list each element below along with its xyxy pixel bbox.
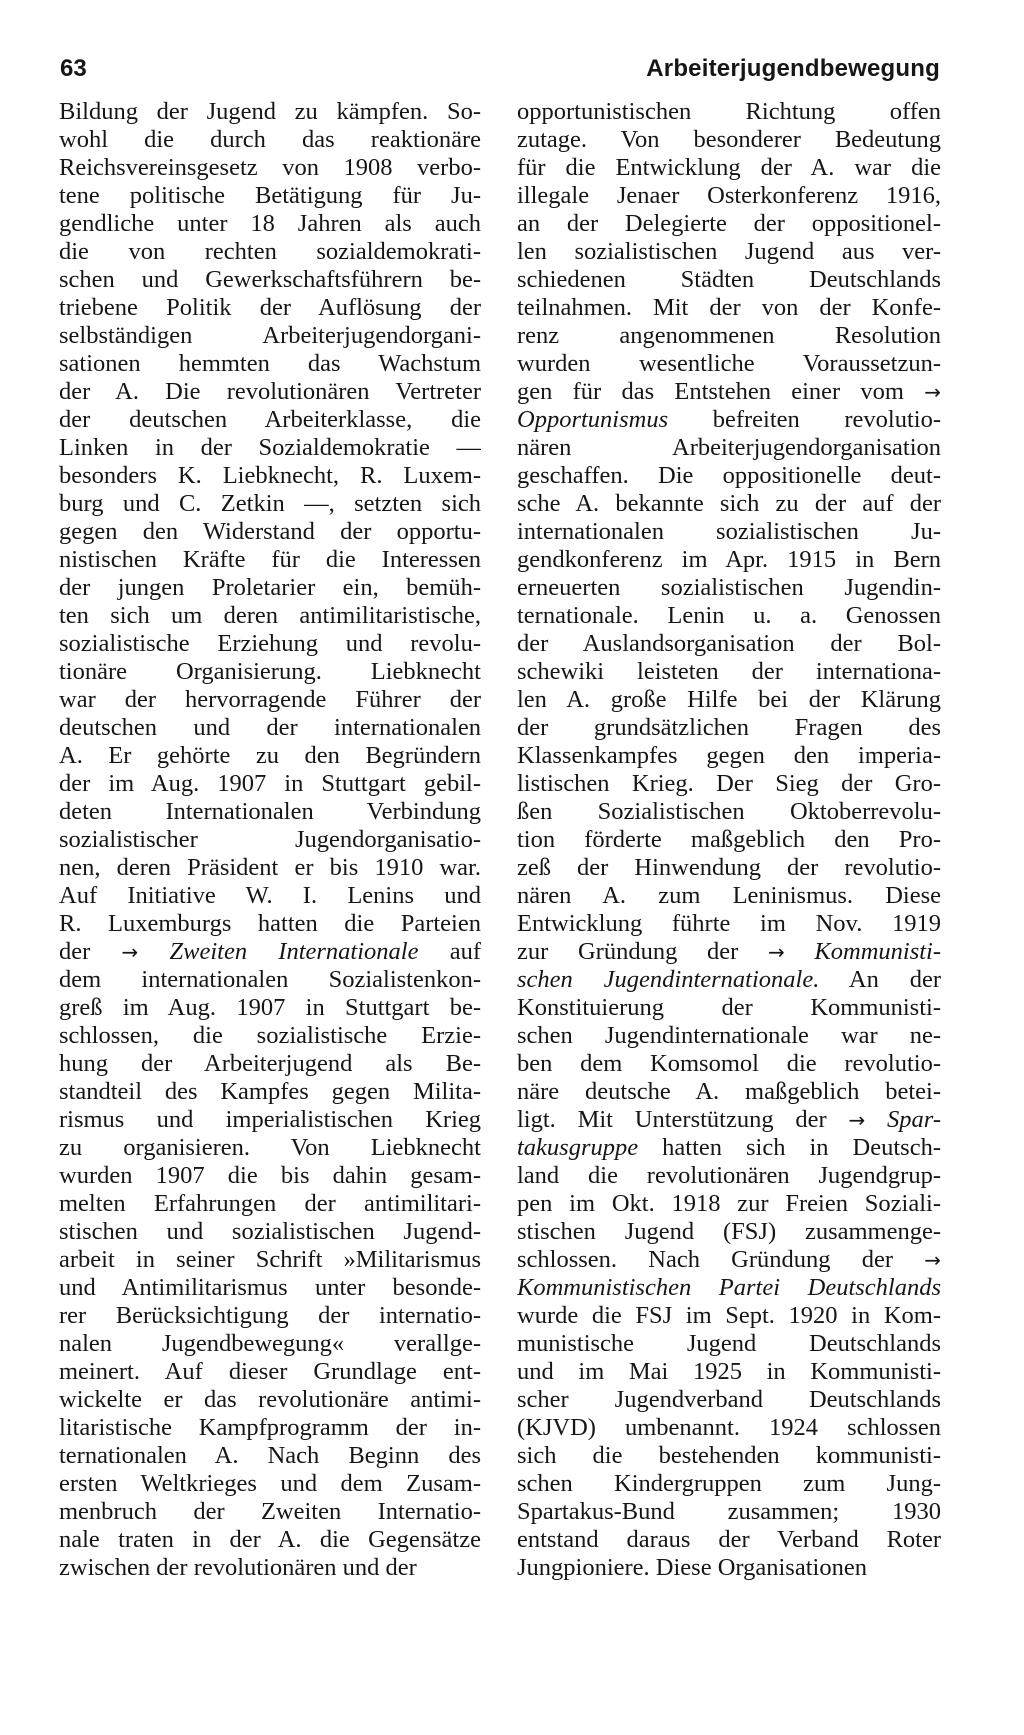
text-line: [517, 1442, 941, 1470]
text-segment: An der: [819, 966, 941, 993]
text-segment: der A. Die revolutionären Vertreter: [59, 378, 481, 405]
text-line: [517, 882, 941, 910]
text-segment: der Auslandsorganisation der Bol-: [517, 630, 941, 657]
text-segment: der: [59, 938, 122, 965]
text-line: [517, 490, 941, 518]
text-segment: tene politische Betätigung für Ju-: [59, 182, 481, 209]
text-line: [59, 882, 481, 910]
text-segment: sich die bestehenden kommunisti-: [517, 1442, 941, 1469]
text-line: [59, 210, 481, 238]
text-line: [517, 602, 941, 630]
text-line: [517, 238, 941, 266]
text-segment: Bildung der Jugend zu kämpfen. So-: [59, 98, 481, 125]
text-segment: und Antimilitarismus unter besonde-: [59, 1274, 481, 1301]
text-segment: Auf Initiative W. I. Lenins und: [59, 882, 481, 909]
text-segment: ternationalen A. Nach Beginn des: [59, 1442, 481, 1469]
cross-reference-arrow-icon: →: [848, 1108, 866, 1132]
text-segment: rer Berücksichtigung der internatio-: [59, 1302, 481, 1329]
text-line: [517, 1162, 941, 1190]
text-segment: len sozialistischen Jugend aus ver-: [517, 238, 941, 265]
text-line: [517, 434, 941, 462]
text-line: [59, 546, 481, 574]
text-segment: stischen und sozialistischen Jugend-: [59, 1218, 481, 1245]
text-line: [517, 826, 941, 854]
text-line: [59, 182, 481, 210]
text-segment: Klassenkampfes gegen den imperia-: [517, 742, 941, 769]
text-line: [517, 742, 941, 770]
text-line: [59, 994, 481, 1022]
text-line: [59, 910, 481, 938]
text-segment: munistische Jugend Deutschlands: [517, 1330, 941, 1357]
text-line: [59, 1302, 481, 1330]
text-line: [517, 714, 941, 742]
text-segment: gendliche unter 18 Jahren als auch: [59, 210, 481, 237]
text-segment: zeß der Hinwendung der revolutio-: [517, 854, 941, 881]
text-segment: schewiki leisteten der internationa-: [517, 658, 941, 685]
text-line: [59, 574, 481, 602]
text-line: [59, 742, 481, 770]
text-segment: und im Mai 1925 in Kommunisti-: [517, 1358, 941, 1385]
text-line: [59, 126, 481, 154]
text-segment: illegale Jenaer Osterkonferenz 1916,: [517, 182, 941, 209]
text-line: [517, 1050, 941, 1078]
text-segment: geschaffen. Die oppositionelle deut-: [517, 462, 941, 489]
text-segment: der im Aug. 1907 in Stuttgart gebil-: [59, 770, 481, 797]
text-line: [59, 378, 481, 406]
text-line: [59, 770, 481, 798]
text-segment: meinert. Auf dieser Grundlage ent-: [59, 1358, 481, 1385]
text-segment: ternationale. Lenin u. a. Genossen: [517, 602, 941, 629]
text-line: [517, 98, 941, 126]
text-segment: besonders K. Liebknecht, R. Luxem-: [59, 462, 481, 489]
running-head: Arbeiterjugendbewegung: [646, 55, 940, 82]
text-line: [59, 462, 481, 490]
text-segment: wurden 1907 die bis dahin gesam-: [59, 1162, 481, 1189]
text-line: [517, 1106, 941, 1134]
text-segment: Spartakus-Bund zusammen; 1930: [517, 1498, 941, 1525]
text-segment: renz angenommenen Resolution: [517, 322, 941, 349]
cross-reference-term: Kommunistischen Partei Deutschlands: [517, 1274, 941, 1301]
text-line: [517, 1302, 941, 1330]
text-line: [59, 938, 481, 966]
text-segment: der grundsätzlichen Fragen des: [517, 714, 941, 741]
text-segment: schen und Gewerkschaftsführern be-: [59, 266, 481, 293]
text-segment: Jungpioniere. Diese Organisationen: [517, 1554, 867, 1581]
text-line: [59, 1414, 481, 1442]
text-segment: internationalen sozialistischen Ju-: [517, 518, 941, 545]
page-header: [60, 52, 940, 86]
text-line: [59, 1554, 481, 1582]
text-segment: (KJVD) umbenannt. 1924 schlossen: [517, 1414, 941, 1441]
text-segment: sationen hemmten das Wachstum: [59, 350, 481, 377]
text-line: [517, 1078, 941, 1106]
text-line: [59, 294, 481, 322]
text-segment: die von rechten sozialdemokrati-: [59, 238, 481, 265]
text-segment: wickelte er das revolutionäre antimi-: [59, 1386, 481, 1413]
text-segment: A. Er gehörte zu den Begründern: [59, 742, 481, 769]
text-line: [59, 1218, 481, 1246]
text-line: [59, 1358, 481, 1386]
text-line: [59, 1162, 481, 1190]
text-segment: Linken in der Sozialdemokratie —: [59, 434, 481, 461]
text-line: [59, 518, 481, 546]
text-segment: nären A. zum Leninismus. Diese: [517, 882, 941, 909]
text-line: [59, 1470, 481, 1498]
text-line: [517, 294, 941, 322]
cross-reference-term: Zweiten Internationale: [138, 938, 419, 965]
text-segment: zur Gründung der: [517, 938, 768, 965]
text-segment: deutschen und der internationalen: [59, 714, 481, 741]
text-line: [59, 798, 481, 826]
text-line: [517, 378, 941, 406]
text-line: [517, 462, 941, 490]
text-line: [517, 210, 941, 238]
text-segment: Konstituierung der Kommunisti-: [517, 994, 941, 1021]
text-line: [517, 966, 941, 994]
text-line: [517, 1414, 941, 1442]
text-line: [517, 182, 941, 210]
cross-reference-term: Kommunisti-: [784, 938, 941, 965]
text-line: [59, 1442, 481, 1470]
text-line: [59, 1050, 481, 1078]
cross-reference-arrow-icon: →: [924, 1248, 941, 1272]
text-segment: zu organisieren. Von Liebknecht: [59, 1134, 481, 1161]
cross-reference-term: Opportunismus: [517, 406, 669, 433]
cross-reference-term: Spar-: [865, 1106, 941, 1133]
cross-reference-term: takusgruppe: [517, 1134, 639, 1161]
text-line: [59, 266, 481, 294]
text-segment: rismus und imperialistischen Krieg: [59, 1106, 481, 1133]
text-line: [59, 1134, 481, 1162]
text-line: [517, 350, 941, 378]
text-line: [517, 686, 941, 714]
text-segment: entstand daraus der Verband Roter: [517, 1526, 941, 1553]
text-line: [517, 1554, 941, 1582]
text-segment: schlossen. Nach Gründung der: [517, 1246, 925, 1273]
text-segment: sche A. bekannte sich zu der auf der: [517, 490, 941, 517]
cross-reference-arrow-icon: →: [767, 940, 785, 964]
text-line: [517, 854, 941, 882]
cross-reference-term: schen Jugendinternationale.: [517, 966, 820, 993]
text-segment: melten Erfahrungen der antimilitari-: [59, 1190, 481, 1217]
text-line: [59, 854, 481, 882]
text-segment: ten sich um deren antimilitaristische,: [59, 602, 481, 629]
text-line: [59, 322, 481, 350]
text-segment: burg und C. Zetkin —, setzten sich: [59, 490, 481, 517]
text-segment: litaristische Kampfprogramm der in-: [59, 1414, 481, 1441]
text-segment: nistischen Kräfte für die Interessen: [59, 546, 481, 573]
text-segment: nen, deren Präsident er bis 1910 war.: [59, 854, 481, 881]
text-line: [517, 322, 941, 350]
text-segment: zutage. Von besonderer Bedeutung: [517, 126, 941, 153]
text-line: [59, 1498, 481, 1526]
text-segment: teilnahmen. Mit der von der Konfe-: [517, 294, 941, 321]
text-segment: tionäre Organisierung. Liebknecht: [59, 658, 481, 685]
text-line: [59, 1190, 481, 1218]
text-line: [517, 770, 941, 798]
text-segment: schen Kindergruppen zum Jung-: [517, 1470, 941, 1497]
text-segment: Entwicklung führte im Nov. 1919: [517, 910, 941, 937]
text-segment: pen im Okt. 1918 zur Freien Soziali-: [517, 1190, 941, 1217]
text-segment: R. Luxemburgs hatten die Parteien: [59, 910, 481, 937]
right-text-column: [517, 98, 941, 1582]
text-line: [59, 686, 481, 714]
text-segment: für die Entwicklung der A. war die: [517, 154, 941, 181]
text-line: [517, 1470, 941, 1498]
text-segment: wurden wesentliche Voraussetzun-: [517, 350, 941, 377]
text-line: [517, 658, 941, 686]
text-segment: der deutschen Arbeiterklasse, die: [59, 406, 481, 433]
text-line: [59, 826, 481, 854]
text-line: [517, 1022, 941, 1050]
text-line: [59, 406, 481, 434]
text-segment: stischen Jugend (FSJ) zusammenge-: [517, 1218, 941, 1245]
text-segment: dem internationalen Sozialistenkon-: [59, 966, 481, 993]
text-segment: befreiten revolutio-: [668, 406, 941, 433]
text-segment: gen für das Entstehen einer vom: [517, 378, 925, 405]
cross-reference-arrow-icon: →: [121, 940, 139, 964]
text-line: [517, 1526, 941, 1554]
text-line: [59, 238, 481, 266]
text-line: [59, 602, 481, 630]
text-segment: nären Arbeiterjugendorganisation: [517, 434, 941, 461]
cross-reference-arrow-icon: →: [924, 380, 941, 404]
text-segment: wurde die FSJ im Sept. 1920 in Kom-: [517, 1302, 941, 1329]
text-line: [517, 630, 941, 658]
text-line: [517, 1498, 941, 1526]
text-segment: gendkonferenz im Apr. 1915 in Bern: [517, 546, 941, 573]
text-segment: nalen Jugendbewegung« verallge-: [59, 1330, 481, 1357]
text-segment: schlossen, die sozialistische Erzie-: [59, 1022, 481, 1049]
text-line: [59, 434, 481, 462]
text-line: [59, 1078, 481, 1106]
text-segment: ben dem Komsomol die revolutio-: [517, 1050, 941, 1077]
text-line: [59, 714, 481, 742]
text-line: [517, 406, 941, 434]
text-line: [517, 154, 941, 182]
text-segment: war der hervorragende Führer der: [59, 686, 481, 713]
text-segment: an der Delegierte der oppositionel-: [517, 210, 941, 237]
text-line: [517, 574, 941, 602]
text-segment: hatten sich in Deutsch-: [638, 1134, 941, 1161]
text-segment: auf: [418, 938, 481, 965]
text-segment: sozialistische Erziehung und revolu-: [59, 630, 481, 657]
text-segment: land die revolutionären Jugendgrup-: [517, 1162, 941, 1189]
text-line: [517, 910, 941, 938]
text-line: [59, 966, 481, 994]
text-line: [59, 490, 481, 518]
text-segment: greß im Aug. 1907 in Stuttgart be-: [59, 994, 481, 1021]
text-segment: Reichsvereinsgesetz von 1908 verbo-: [59, 154, 481, 181]
page-number: 63: [60, 55, 87, 82]
text-segment: der jungen Proletarier ein, bemüh-: [59, 574, 481, 601]
text-segment: nale traten in der A. die Gegensätze: [59, 1526, 481, 1553]
left-text-column: [59, 98, 481, 1582]
text-line: [517, 994, 941, 1022]
text-line: [59, 154, 481, 182]
text-line: [517, 1246, 941, 1274]
text-line: [59, 1274, 481, 1302]
text-line: [59, 1246, 481, 1274]
text-line: [59, 1526, 481, 1554]
text-line: [517, 1134, 941, 1162]
text-line: [517, 1386, 941, 1414]
text-segment: sozialistischer Jugendorganisatio-: [59, 826, 481, 853]
text-segment: wohl die durch das reaktionäre: [59, 126, 481, 153]
text-line: [517, 1274, 941, 1302]
text-segment: schiedenen Städten Deutschlands: [517, 266, 941, 293]
text-segment: erneuerten sozialistischen Jugendin-: [517, 574, 941, 601]
text-segment: deten Internationalen Verbindung: [59, 798, 481, 825]
text-segment: triebene Politik der Auflösung der: [59, 294, 481, 321]
text-line: [517, 126, 941, 154]
text-segment: gegen den Widerstand der opportu-: [59, 518, 481, 545]
text-line: [517, 518, 941, 546]
text-line: [517, 798, 941, 826]
text-line: [517, 938, 941, 966]
text-segment: menbruch der Zweiten Internatio-: [59, 1498, 481, 1525]
text-line: [59, 1330, 481, 1358]
text-segment: len A. große Hilfe bei der Klärung: [517, 686, 941, 713]
text-segment: opportunistischen Richtung offen: [517, 98, 941, 125]
text-segment: zwischen der revolutionären und der: [59, 1554, 417, 1581]
text-segment: standteil des Kampfes gegen Milita-: [59, 1078, 481, 1105]
text-line: [517, 1218, 941, 1246]
text-line: [517, 1330, 941, 1358]
text-segment: listischen Krieg. Der Sieg der Gro-: [517, 770, 941, 797]
text-segment: ßen Sozialistischen Oktoberrevolu-: [517, 798, 941, 825]
text-segment: hung der Arbeiterjugend als Be-: [59, 1050, 481, 1077]
text-line: [517, 1190, 941, 1218]
text-line: [59, 1386, 481, 1414]
text-segment: arbeit in seiner Schrift »Militarismus: [59, 1246, 481, 1273]
text-line: [59, 658, 481, 686]
text-segment: ligt. Mit Unterstützung der: [517, 1106, 849, 1133]
text-segment: selbständigen Arbeiterjugendorgani-: [59, 322, 481, 349]
text-segment: tion förderte maßgeblich den Pro-: [517, 826, 941, 853]
text-segment: scher Jugendverband Deutschlands: [517, 1386, 941, 1413]
text-segment: näre deutsche A. maßgeblich betei-: [517, 1078, 941, 1105]
text-line: [517, 1358, 941, 1386]
text-line: [59, 350, 481, 378]
text-line: [59, 1106, 481, 1134]
text-line: [59, 98, 481, 126]
text-segment: ersten Weltkrieges und dem Zusam-: [59, 1470, 481, 1497]
text-line: [517, 266, 941, 294]
text-line: [59, 630, 481, 658]
text-line: [517, 546, 941, 574]
text-line: [59, 1022, 481, 1050]
text-segment: schen Jugendinternationale war ne-: [517, 1022, 941, 1049]
